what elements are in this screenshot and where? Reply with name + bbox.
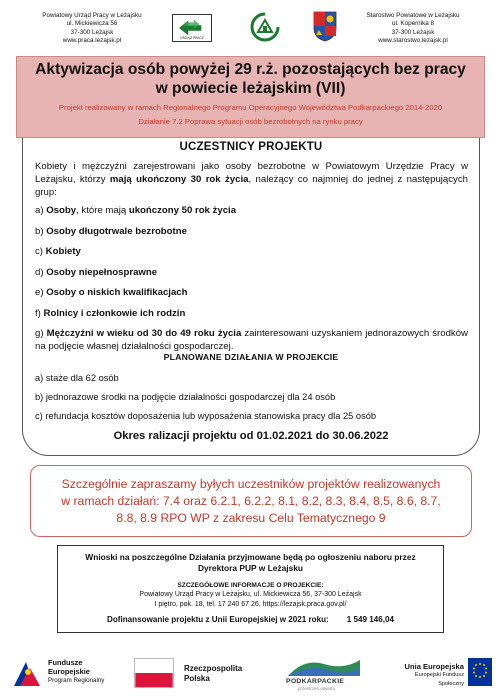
list-item: b) jednorazowe środki na podjęcie działalności gospodarczej dla 24 osób <box>35 392 336 402</box>
project-period: Okres ralizacji projektu od 01.02.2021 do 30.06.2022 <box>113 430 389 442</box>
list-item: g) Mężczyźni w wieku od 30 do 49 roku życia zainteresowani uzyskaniem jednorazowych środków na podjęcie własnej działalności gospodarczej. <box>35 328 468 352</box>
list-item: c) Kobiety <box>35 246 81 257</box>
pup-address <box>22 12 162 46</box>
list-item: a) staże dla 62 osób <box>35 373 119 383</box>
podkarpackie-icon <box>284 656 364 678</box>
starostwo-website[interactable]: www.starostwo.lezajsk.pl <box>378 37 448 45</box>
details-heading: SZCZEGÓŁOWE INFORMACJE O PROJEKCIE: <box>177 582 324 589</box>
action-text: Działanie 7.2 Poprawa sytuacji osób bezrobotnych na rynku pracy <box>138 117 363 126</box>
planned-actions <box>35 372 468 429</box>
title-line-1: Aktywizacja osób powyżej 29 r.ż. pozostających bez pracy <box>35 61 466 78</box>
pup-street: ul. Mickiewicza 56 <box>66 20 118 28</box>
page-title <box>17 60 484 98</box>
starostwo-city: 37-300 Leżajsk <box>391 28 435 36</box>
county-green-logo <box>250 12 280 42</box>
polish-flag-icon <box>134 658 174 688</box>
invite-line-1: Szczególnie zapraszamy byłych uczestników projektów realizowanych <box>61 477 441 491</box>
participants-section <box>22 138 480 456</box>
pup-logo <box>172 14 212 42</box>
participants-heading: UCZESTNICY PROJEKTU <box>179 141 323 153</box>
invite-line-3: 8.8, 8.9 RPO WP z zakresu Celu Tematycznego 9 <box>116 511 386 525</box>
svg-text:URZĄD PRACY: URZĄD PRACY <box>180 36 204 41</box>
unia-europejska-logo: Unia Europejska Europejski Fundusz Społeczny <box>390 658 496 694</box>
invite-line-2: w ramach działań: 7.4 oraz 6.2.1, 6.2.2, 8.1, 8.2, 8.3, 8.4, 8.5, 8.6, 8.7, <box>61 494 441 508</box>
contact-address: Powiatowy Urząd Pracy w Leżajsku, ul. Mickiewicza 56, 37-300 Leżajsk <box>139 591 362 598</box>
fundusze-europejskie-logo: Fundusze Europejskie Program Regionalny <box>12 656 112 696</box>
pup-name: Powiatowy Urząd Pracy w Leżajsku <box>42 12 142 19</box>
contact-phone-web: I piętro, pok. 18, tel. 17 240 67 26, https://lezajsk.praca.gov.pl/ <box>154 600 347 608</box>
funding-line: Dofinansowanie projektu z Unii Europejskiej w 2021 roku: 1 549 146,04 <box>107 615 394 624</box>
header <box>0 0 501 56</box>
list-item: b) Osoby długotrwale bezrobotne <box>35 225 187 237</box>
rzeczpospolita-logo: Rzeczpospolita Polska <box>134 658 254 692</box>
invitation-box <box>30 465 472 537</box>
footer-logos <box>0 646 501 700</box>
list-item: f) Rolnicy i członkowie ich rodzin <box>35 307 186 319</box>
title-line-2: w powiecie leżajskim (VII) <box>155 80 346 97</box>
list-item: c) refundacja kosztów doposażenia lub wyposażenia stanowiska pracy dla 25 osób <box>35 411 377 421</box>
list-item: a) Osoby, które mają ukończony 50 rok życia <box>35 205 237 216</box>
applications-note: Wnioski na poszczególne Działania przyjmowane będą po ogłoszeniu naboru przez Dyrektora PUP w Leżajsku <box>85 552 416 573</box>
eu-flag-icon <box>468 658 492 686</box>
planned-heading: PLANOWANE DZIAŁANIA W PROJEKCIE <box>163 352 339 362</box>
starostwo-street: ul. Kopernika 8 <box>391 20 434 28</box>
pup-website[interactable]: www.praca.lezajsk.pl <box>62 37 122 45</box>
program-text: Projekt realizowany w ramach Regionalnego Programu Operacyjnego Województwa Podkarpackiego 2014-2020 <box>58 103 443 112</box>
county-crest-icon <box>312 10 338 42</box>
list-item: e) Osoby o niskich kwalifikacjach <box>35 287 188 298</box>
info-box <box>57 545 444 633</box>
starostwo-address <box>343 12 483 46</box>
title-box <box>16 56 485 138</box>
participants-intro: Kobiety i mężczyźni zarejestrowani jako osoby bezrobotne w Powiatowym Urzędzie Pracy w Leżajsku, którzy mają ukończony 30 rok życia, należący co najmniej do jednej z następujących grup: <box>35 161 468 198</box>
fundusze-europejskie-icon <box>12 660 42 688</box>
podkarpackie-logo: PODKARPACKIE przestrzeń otwarta <box>284 656 364 694</box>
starostwo-name: Starostwo Powiatowe w Leżajsku <box>366 12 460 19</box>
funding-amount: 1 549 146,04 <box>346 615 394 624</box>
participant-groups <box>35 204 468 359</box>
pup-city: 37-300 Leżajsk <box>70 28 114 36</box>
list-item: d) Osoby niepełnosprawne <box>35 266 158 278</box>
